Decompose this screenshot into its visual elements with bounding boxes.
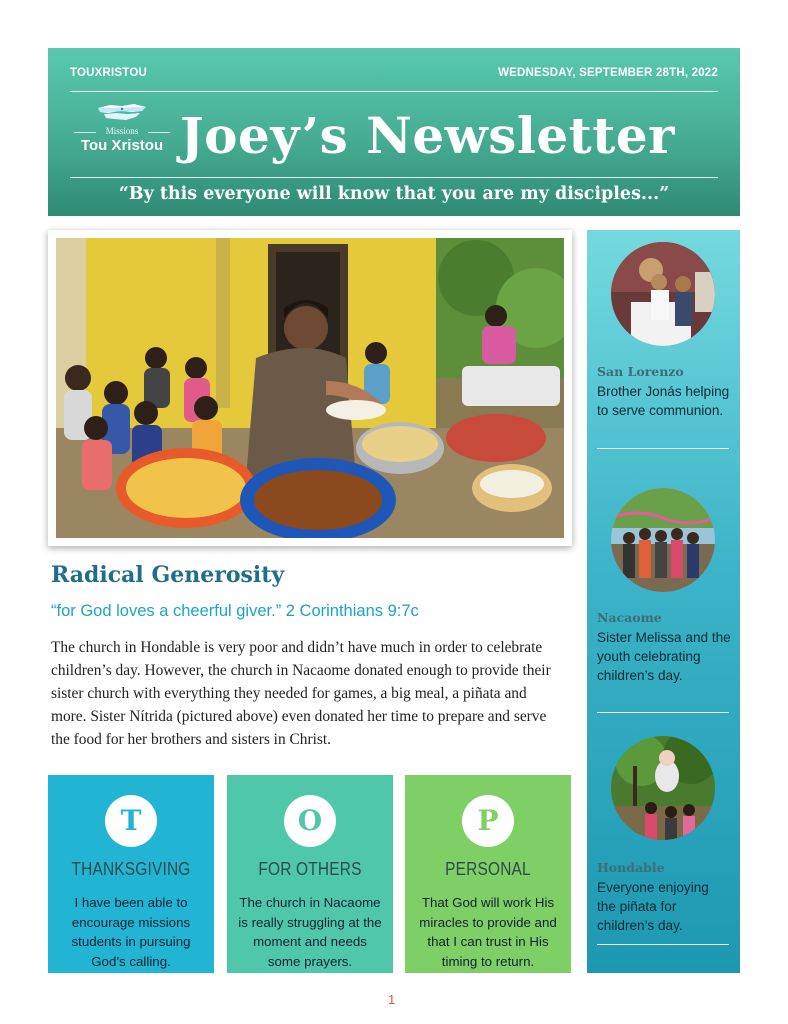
org-logo [70, 102, 174, 168]
photo-sidebar [587, 230, 740, 973]
article-body: The church in Hondable is very poor and didn’t have much in order to celebrate children’s day. However, the church in Nacaome donated enough to provide their sister church with everything they needed for games, a big meal, a piñata and more. Sister Nítrida (pictured above) even donated her time to prepare and serve the food for her brothers and sisters in Christ. [51, 639, 551, 748]
sidebar-caption: Everyone enjoying the piñata for children’s day. [597, 880, 709, 933]
article-title: Radical Generosity [51, 562, 285, 588]
san-lorenzo-photo [611, 242, 715, 346]
letter-t-circle: T [105, 795, 157, 847]
logo-missions-label: Missions [70, 126, 174, 136]
logo-org-name: Tou Xristou [80, 137, 164, 154]
header-divider-top [70, 91, 718, 92]
article-verse: “for God loves a cheerful giver.” 2 Corinthians 9:7c [51, 602, 419, 620]
flag-map-icon [96, 102, 148, 124]
box-heading: FOR OTHERS [258, 859, 362, 879]
sidebar-divider [597, 712, 729, 713]
header-divider-bottom [70, 177, 718, 178]
newsletter-header [48, 48, 740, 216]
page-number: 1 [388, 992, 396, 1007]
sidebar-place: Hondable [597, 860, 665, 875]
sidebar-place: San Lorenzo [597, 364, 684, 379]
letter-p-circle: P [462, 795, 514, 847]
top-box-for-others [227, 775, 393, 973]
sidebar-caption: Brother Jonás helping to serve communion. [597, 384, 730, 418]
sidebar-place: Nacaome [597, 610, 662, 625]
sidebar-divider [597, 448, 729, 449]
header-date: WEDNESDAY, SEPTEMBER 28TH, 2022 [498, 67, 718, 79]
top-box-personal [405, 775, 571, 973]
header-org: TOUXRISTOU [70, 67, 147, 79]
top-box-thanksgiving [48, 775, 214, 973]
header-verse: “By this everyone will know that you are my disciples...” [118, 184, 670, 204]
box-text: The church in Nacaome is really struggling at the moment and needs some prayers. [238, 895, 382, 969]
hero-photo-frame [48, 230, 572, 546]
hero-photo [56, 238, 564, 538]
header-topline [70, 67, 718, 81]
letter-o-circle: O [284, 795, 336, 847]
box-heading: THANKSGIVING [71, 859, 191, 879]
hondable-photo [611, 736, 715, 840]
box-text: That God will work His miracles to provide and that I can trust in His timing to return. [419, 895, 557, 969]
box-text: I have been able to encourage missions students in pursuing God’s calling. [71, 895, 191, 969]
sidebar-caption: Sister Melissa and the youth celebrating children’s day. [597, 630, 731, 683]
newsletter-title: Joey’s Newsletter [180, 106, 676, 165]
nacaome-photo [611, 488, 715, 592]
sidebar-divider [597, 944, 729, 945]
box-heading: PERSONAL [445, 859, 531, 879]
